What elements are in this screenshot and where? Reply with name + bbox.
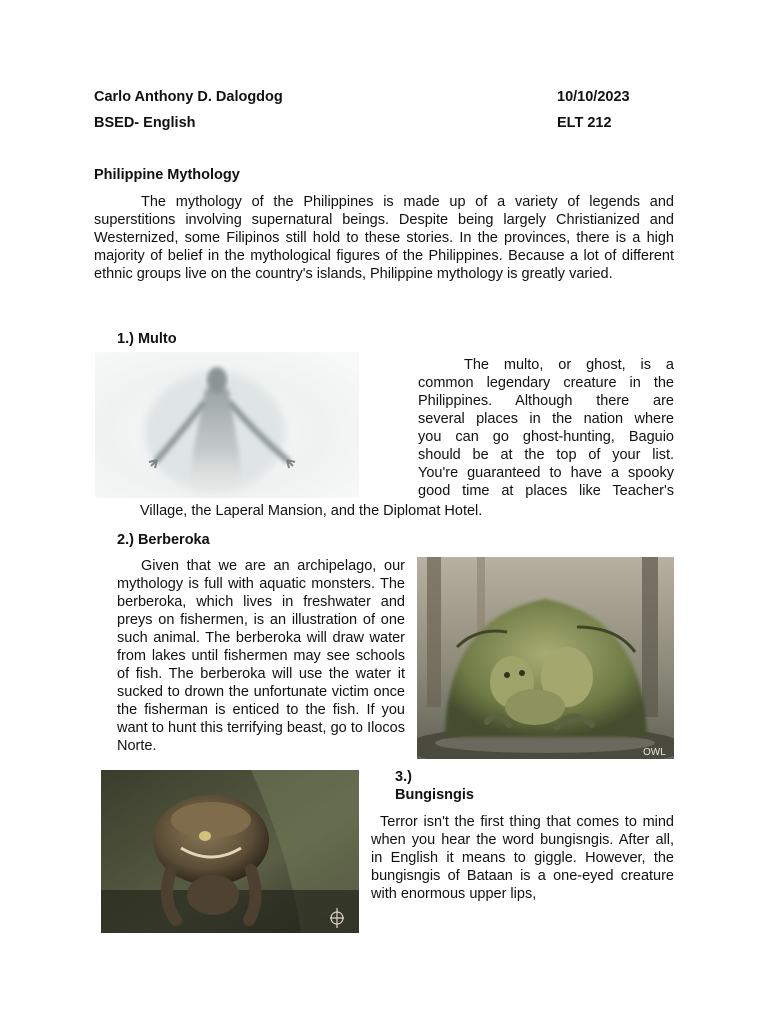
multo-line: should be at the top of your list. <box>418 447 674 463</box>
multo-line: You're guaranteed to have a spooky <box>418 465 674 481</box>
multo-text-column <box>418 356 674 500</box>
multo-paragraph-tail: Village, the Laperal Mansion, and the Diplomat Hotel. <box>140 503 483 519</box>
multo-line: you can go ghost-hunting, Baguio <box>418 429 674 445</box>
multo-line: Philippines. Although there are <box>418 393 674 409</box>
multo-line: common legendary creature in the <box>418 375 674 391</box>
section-heading-berberoka: 2.) Berberoka <box>117 532 210 548</box>
course-code: ELT 212 <box>557 115 612 131</box>
submission-date: 10/10/2023 <box>557 89 630 105</box>
multo-line: The multo, or ghost, is a <box>464 357 674 373</box>
section-heading-bungisngis: Bungisngis <box>395 787 474 803</box>
multo-ghost-image <box>95 352 359 498</box>
author-name: Carlo Anthony D. Dalogdog <box>94 89 283 105</box>
document-title: Philippine Mythology <box>94 167 240 183</box>
section-heading-multo: 1.) Multo <box>117 331 177 347</box>
multo-line: several places in the nation where <box>418 411 674 427</box>
multo-line: good time at places like Teacher's <box>418 483 674 499</box>
bungisngis-paragraph: Terror isn't the first thing that comes to mind when you hear the word bungisngis. After all, in English it means to giggle. However, the bungisngis of Bataan is a one-eyed creature with enormous upper lips, <box>371 814 674 902</box>
program-label: BSED- English <box>94 115 196 131</box>
berberoka-paragraph: Given that we are an archipelago, our mythology is full with aquatic monsters. The berberoka, which lives in freshwater and preys on fishermen, is an illustration of one such animal. The berberoka will draw water from lakes until fishermen may see schools of fish. The berberoka will use the water it sucked to drown the unfortunate victim once the fisherman is enticed to the fish. If you want to hunt this terrifying beast, go to Ilocos Norte. <box>117 558 405 754</box>
intro-paragraph: The mythology of the Philippines is made up of a variety of legends and superstitions involving supernatural beings. Despite being largely Christianized and Westernized, some Filipinos still hold to these stories. In the provinces, there is a high majority of belief in the mythological figures of the Philippines. Because a lot of different ethnic groups live on the country's islands, Philippine mythology is greatly varied. <box>94 194 674 282</box>
image-watermark-text: OWL <box>643 747 666 758</box>
bungisngis-creature-image <box>101 770 359 933</box>
berberoka-creature-image <box>417 557 674 759</box>
section-number-bungisngis: 3.) <box>395 769 412 785</box>
